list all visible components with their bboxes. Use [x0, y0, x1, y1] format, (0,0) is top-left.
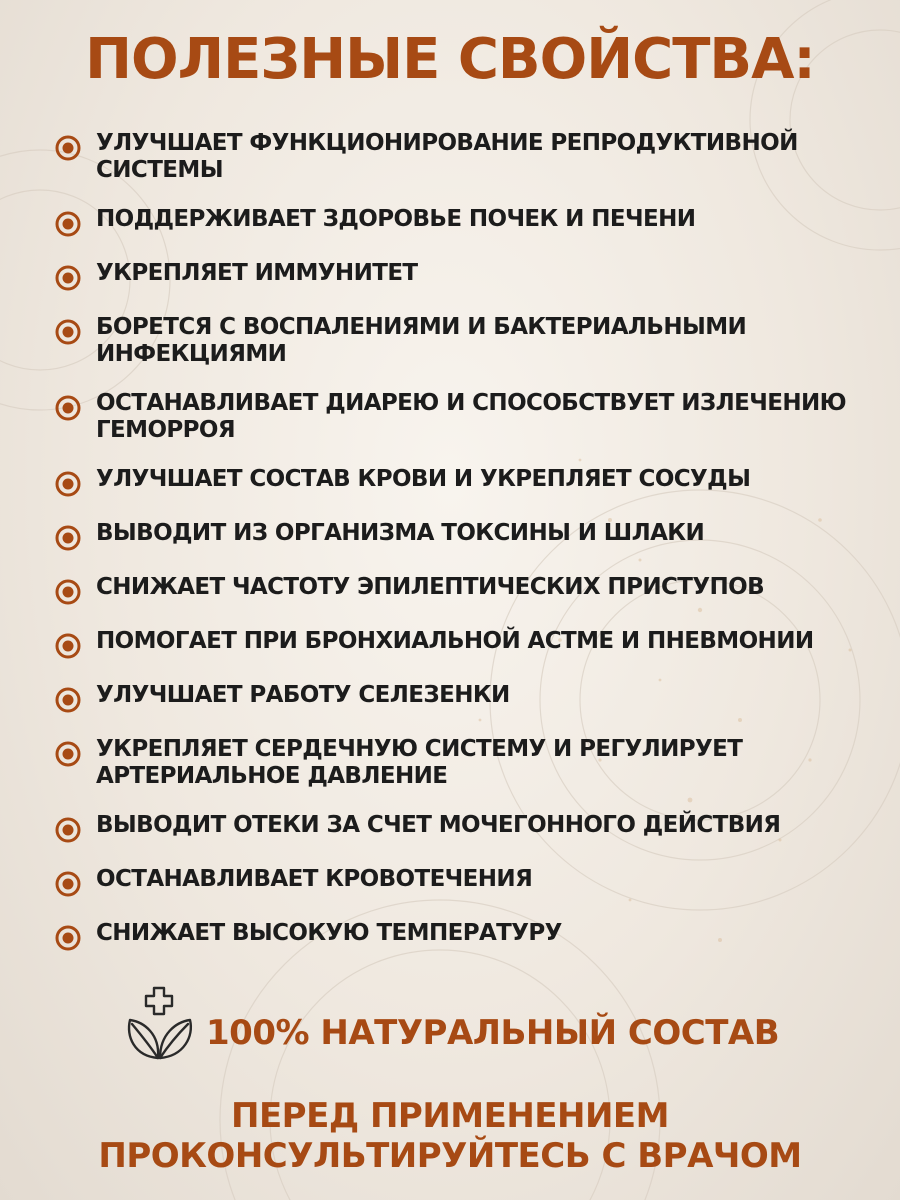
benefit-text: УЛУЧШАЕТ СОСТАВ КРОВИ И УКРЕПЛЯЕТ СОСУДЫ	[96, 466, 751, 492]
warning-line-2: ПРОКОНСУЛЬТИРУЙТЕСЬ С ВРАЧОМ	[98, 1136, 802, 1176]
benefits-list	[54, 130, 854, 974]
benefit-text: УЛУЧШАЕТ ФУНКЦИОНИРОВАНИЕ РЕПРОДУКТИВНОЙ СИСТЕМЫ	[96, 130, 798, 183]
bullet-circle-icon	[54, 578, 82, 606]
bullet-circle-icon	[54, 394, 82, 422]
list-item	[54, 812, 854, 844]
benefit-text: УКРЕПЛЯЕТ СЕРДЕЧНУЮ СИСТЕМУ И РЕГУЛИРУЕТ АРТЕРИАЛЬНОЕ ДАВЛЕНИЕ	[96, 736, 743, 789]
list-item	[54, 920, 854, 952]
list-item	[54, 206, 854, 238]
benefit-text: ВЫВОДИТ ОТЕКИ ЗА СЧЕТ МОЧЕГОННОГО ДЕЙСТВИЯ	[96, 812, 781, 838]
bullet-circle-icon	[54, 264, 82, 292]
benefit-text: СНИЖАЕТ ЧАСТОТУ ЭПИЛЕПТИЧЕСКИХ ПРИСТУПОВ	[96, 574, 765, 600]
list-item	[54, 866, 854, 898]
bullet-circle-icon	[54, 524, 82, 552]
list-item	[54, 130, 854, 184]
benefit-text: ПОДДЕРЖИВАЕТ ЗДОРОВЬЕ ПОЧЕК И ПЕЧЕНИ	[96, 206, 696, 232]
doctor-warning	[0, 1096, 900, 1176]
benefit-text: ОСТАНАВЛИВАЕТ ДИАРЕЮ И СПОСОБСТВУЕТ ИЗЛЕЧЕНИЮ ГЕМОРРОЯ	[96, 390, 847, 443]
bullet-circle-icon	[54, 632, 82, 660]
bullet-circle-icon	[54, 134, 82, 162]
benefit-text: БОРЕТСЯ С ВОСПАЛЕНИЯМИ И БАКТЕРИАЛЬНЫМИ ИНФЕКЦИЯМИ	[96, 314, 747, 367]
list-item	[54, 520, 854, 552]
leaf-cross-icon	[120, 984, 200, 1064]
list-item	[54, 736, 854, 790]
bullet-circle-icon	[54, 318, 82, 346]
list-item	[54, 574, 854, 606]
page-title: ПОЛЕЗНЫЕ СВОЙСТВА:	[85, 27, 815, 92]
natural-composition	[120, 984, 800, 1064]
bullet-circle-icon	[54, 924, 82, 952]
benefit-text: ОСТАНАВЛИВАЕТ КРОВОТЕЧЕНИЯ	[96, 866, 533, 892]
benefit-text: ВЫВОДИТ ИЗ ОРГАНИЗМА ТОКСИНЫ И ШЛАКИ	[96, 520, 705, 546]
bullet-circle-icon	[54, 210, 82, 238]
list-item	[54, 466, 854, 498]
warning-line-1: ПЕРЕД ПРИМЕНЕНИЕМ	[231, 1096, 669, 1136]
bullet-circle-icon	[54, 816, 82, 844]
benefit-text: СНИЖАЕТ ВЫСОКУЮ ТЕМПЕРАТУРУ	[96, 920, 562, 946]
benefit-text: ПОМОГАЕТ ПРИ БРОНХИАЛЬНОЙ АСТМЕ И ПНЕВМОНИИ	[96, 628, 814, 654]
benefit-text: УЛУЧШАЕТ РАБОТУ СЕЛЕЗЕНКИ	[96, 682, 510, 708]
bullet-circle-icon	[54, 470, 82, 498]
list-item	[54, 314, 854, 368]
bullet-circle-icon	[54, 870, 82, 898]
list-item	[54, 682, 854, 714]
list-item	[54, 390, 854, 444]
list-item	[54, 260, 854, 292]
list-item	[54, 628, 854, 660]
natural-composition-text: 100% НАТУРАЛЬНЫЙ СОСТАВ	[206, 1013, 780, 1053]
benefit-text: УКРЕПЛЯЕТ ИММУНИТЕТ	[96, 260, 418, 286]
bullet-circle-icon	[54, 740, 82, 768]
bullet-circle-icon	[54, 686, 82, 714]
